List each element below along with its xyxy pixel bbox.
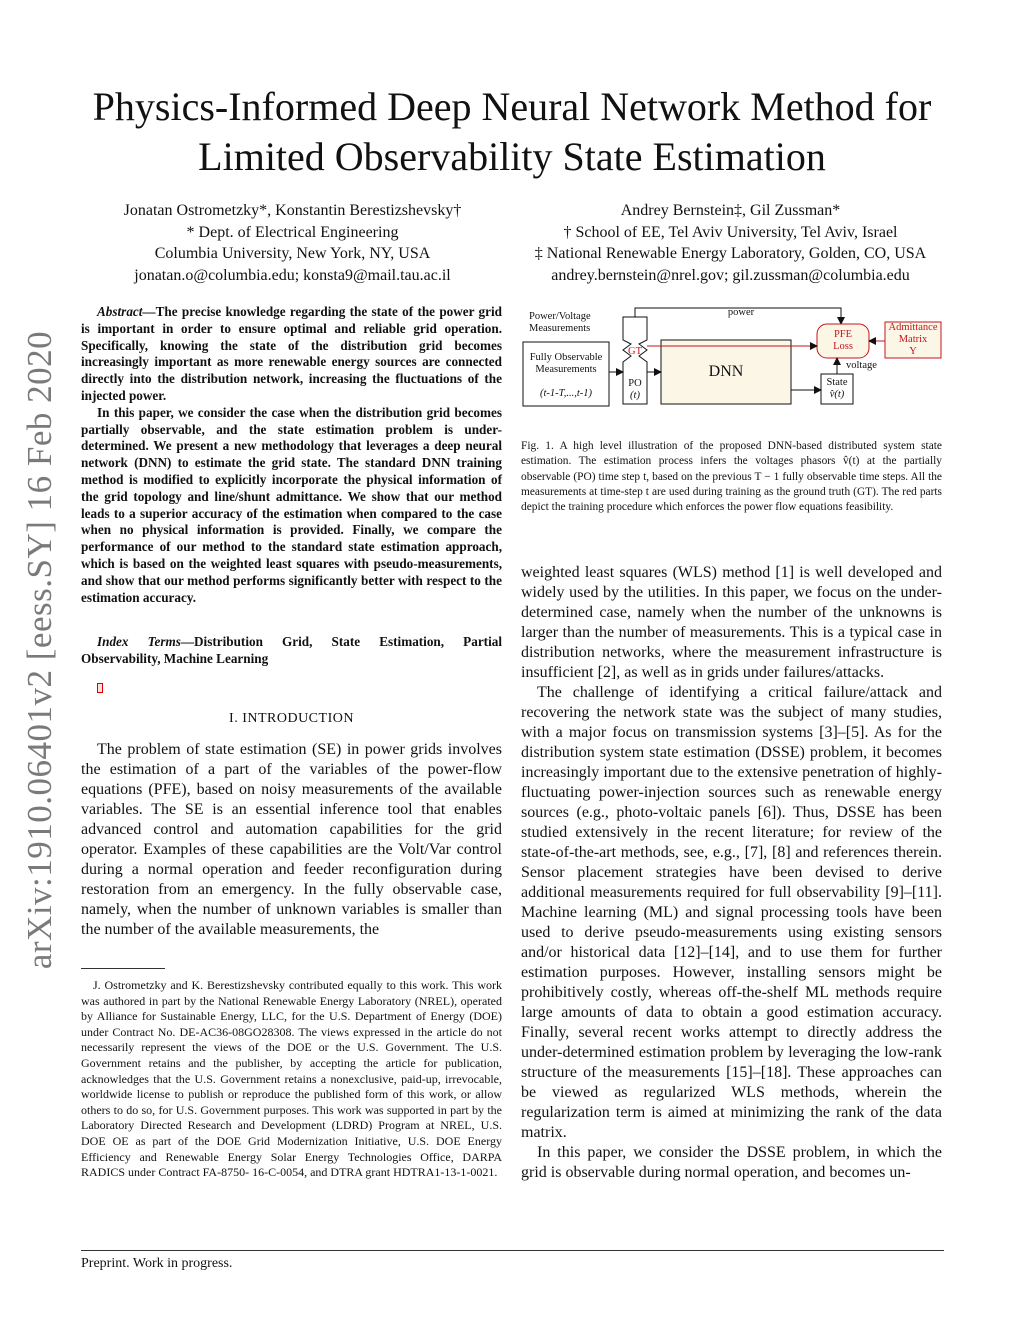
index-terms-lead: Index Terms— [97,634,195,649]
introduction-left [81,740,502,940]
arxiv-identifier: arXiv:1910.06401v2 [eess.SY] 16 Feb 2020 [20,330,59,970]
intro-paragraph-1: The problem of state estimation (SE) in power grids involves the estimation of a part of the variables of the power-flow equations (PFE), based on noisy measurements of the available variables. The SE is an essential inference tool that enables advanced control and automation capabilities for the grid operator. Examples of these capabilities are the Volt/Var control during a normal operation and feeder reconfiguration during restoration from an emergency. In the fully observable case, namely, when the number of unknown variables is smaller than the number of the available measurements, the [81,741,502,938]
power-voltage-line-2: Measurements [529,323,591,334]
po-label [623,378,647,402]
paper-title [60,82,964,182]
power-voltage-line-1: Power/Voltage [529,311,591,322]
fully-observable-label [523,352,609,376]
index-terms-text: Distribution Grid, State Estimation, Partial Observability, Machine Learning [81,634,502,666]
state-line-2: v̂(t) [829,389,845,400]
po-line-2: (t) [630,390,640,401]
time-range-label: (t-1-T,...,t-1) [539,388,592,399]
index-terms [81,634,502,668]
admittance-line-3: Y [909,346,917,357]
abstract-paragraph-1 [81,304,502,405]
pfe-loss-line-1: PFE [833,329,853,340]
author-dept-right: † School of EE, Tel Aviv University, Tel Aviv, Israel [563,223,898,241]
annotation-marker [97,683,103,693]
fully-observable-line-1: Fully Observable [529,352,603,363]
pfe-loss-line-2: Loss [833,341,853,352]
right-paragraph-1: weighted least squares (WLS) method [1] is well developed and widely used by the utilities. In this paper, we focus on the under-determined case, namely when the number of the unknowns is larger than the number of measurements. This is a typical case in distribution networks, where the measurement infrastructure is insufficient [2], as well as in grids under failures/attacks. [521,564,942,681]
arxiv-sidebar [10,330,70,970]
state-line-1: State [826,377,848,388]
admittance-line-2: Matrix [898,334,928,345]
author-affiliation-right: ‡ National Renewable Energy Laboratory, Golden, CO, USA [534,245,927,262]
abstract [81,304,502,606]
footer-note: Preprint. Work in progress. [81,1256,233,1271]
admittance-line-1: Admittance [888,322,938,333]
introduction-right [521,563,942,1183]
author-email-right: andrey.bernstein@nrel.gov; gil.zussman@columbia.edu [551,266,910,284]
admittance-label [885,322,941,358]
footnote-divider [81,968,165,969]
abstract-lead: Abstract— [97,304,156,319]
gt-label: GT [628,346,642,357]
author-email-left: jonatan.o@columbia.edu; konsta9@mail.tau.ac.il [134,266,451,284]
pfe-loss-label [817,329,869,353]
right-paragraph-3: In this paper, we consider the DSSE problem, in which the grid is observable during normal operation, and becomes un- [521,1144,942,1181]
title-line-1: Physics-Informed Deep Neural Network Method for [92,84,932,129]
state-label [821,377,853,401]
right-paragraph-2: The challenge of identifying a critical failure/attack and recovering the network state was the subject of many studies, with a major focus on transmission systems [3]–[5]. As for the distribution system state estimation (DSSE) problem, it becomes increasingly important due to the extensive penetration of highly-fluctuating power-injection sources such as renewable energy sources (e.g., photo-voltaic panels [6]). Thus, DSSE has been studied extensively in the recent literature; for review of the state-of-the-art methods, see, e.g., [7], [8] and references therein. Sensor placement strategies have been devised to derive additional measurements required for full observability [9]–[11]. Machine learning (ML) and signal processing tools have been used to derive pseudo-measurements using existing sensors and/or historical data [12]–[14], and to use them for further estimation purposes. However, installing sensors might be prohibitively costly, whereas off-the-shelf ML methods require large amounts of data to obtain a good estimation accuracy. Finally, several recent works attempt to directly address the under-determined estimation problem by leveraging the low-rank structure of the measurements [15]–[18]. These approaches can be viewed as regularized WLS methods, wherein the regularization term is aimed at minimizing the rank of the data matrix. [521,684,942,1141]
figure-caption: Fig. 1. A high level illustration of the proposed DNN-based distributed system state estimation. The estimation process infers the voltages phasors v̂(t) at the partially observable (PO) time step t, based on the previous T − 1 fully observable time steps. All the measurements at time-step t are used during training as the ground truth (GT). The red parts depict the training procedure which enforces the power flow equations feasibility. [521,440,942,514]
author-dept-left: * Dept. of Electrical Engineering [186,223,399,241]
author-names-left: Jonatan Ostrometzky*, Konstantin Berestizshevsky† [123,202,462,219]
footnote: J. Ostrometzky and K. Berestizshevsky contributed equally to this work. This work was authored in part by the National Renewable Energy Laboratory (NREL), operated by Alliance for Sustainable Energy, LLC, for the U.S. Department of Energy (DOE) under Contract No. DE-AC36-08GO28308. The views expressed in the article do not necessarily represent the views of the DOE or the U.S. Government. The U.S. Government retains and the publisher, by accepting the article for publication, acknowledges that the U.S. Government retains a nonexclusive, paid-up, irrevocable, worldwide license to publish or reproduce the published form of this work, or allow others to do so, for U.S. Government purposes. This work was supported in part by the Laboratory Directed Research and Development (LDRD) Program at NREL, U.S. DOE OE as part of the DOE Grid Modernization Initiative, U.S. DOE Energy Efficiency and Renewable Energy Solar Energy Technologies Office, DARPA RADICS under Contract FA-8750- 16-C-0054, and DTRA grant HDTRA1-13-1-0021. [81,978,502,1180]
fully-observable-line-2: Measurements [535,364,597,375]
abstract-paragraph-2: In this paper, we consider the case when the distribution grid becomes partially observable, and the state estimation problem is under-determined. We present a new methodology that leverages a deep neural network (DNN) to estimate the grid state. The standard DNN training method is modified to explicitly incorporate the physical information of the grid topology and line/shunt admittance. We show that our method leads to a superior accuracy of the estimation when compared to the case when no physical information is provided. Finally, we compare the performance of our method to the standard state estimation approach, which is based on the weighted least squares with pseudo-measurements, and show that our method performs significantly better with respect to the estimation accuracy. [81,404,502,605]
power-voltage-label [529,311,591,335]
footer-divider [81,1250,944,1251]
author-block-right [498,200,963,286]
voltage-label: voltage [846,360,877,371]
author-block-left [60,200,525,286]
author-affiliation-left: Columbia University, New York, NY, USA [154,245,431,262]
figure-1-diagram [521,300,944,410]
po-line-1: PO [628,378,642,389]
dnn-label: DNN [708,363,744,380]
abstract-text-1: The precise knowledge regarding the state of the power grid is important in order to ensure optimal and reliable grid operation. Specifically, knowing the state of the distribution grid becomes increasingly important as more renewable energy sources are connected directly into the distribution network, increasing the fluctuations of the injected power. [81,304,502,403]
title-line-2: Limited Observability State Estimation [198,134,826,179]
author-names-right: Andrey Bernstein‡, Gil Zussman* [620,202,841,219]
power-label: power [727,307,755,318]
section-heading: I. INTRODUCTION [229,711,354,726]
